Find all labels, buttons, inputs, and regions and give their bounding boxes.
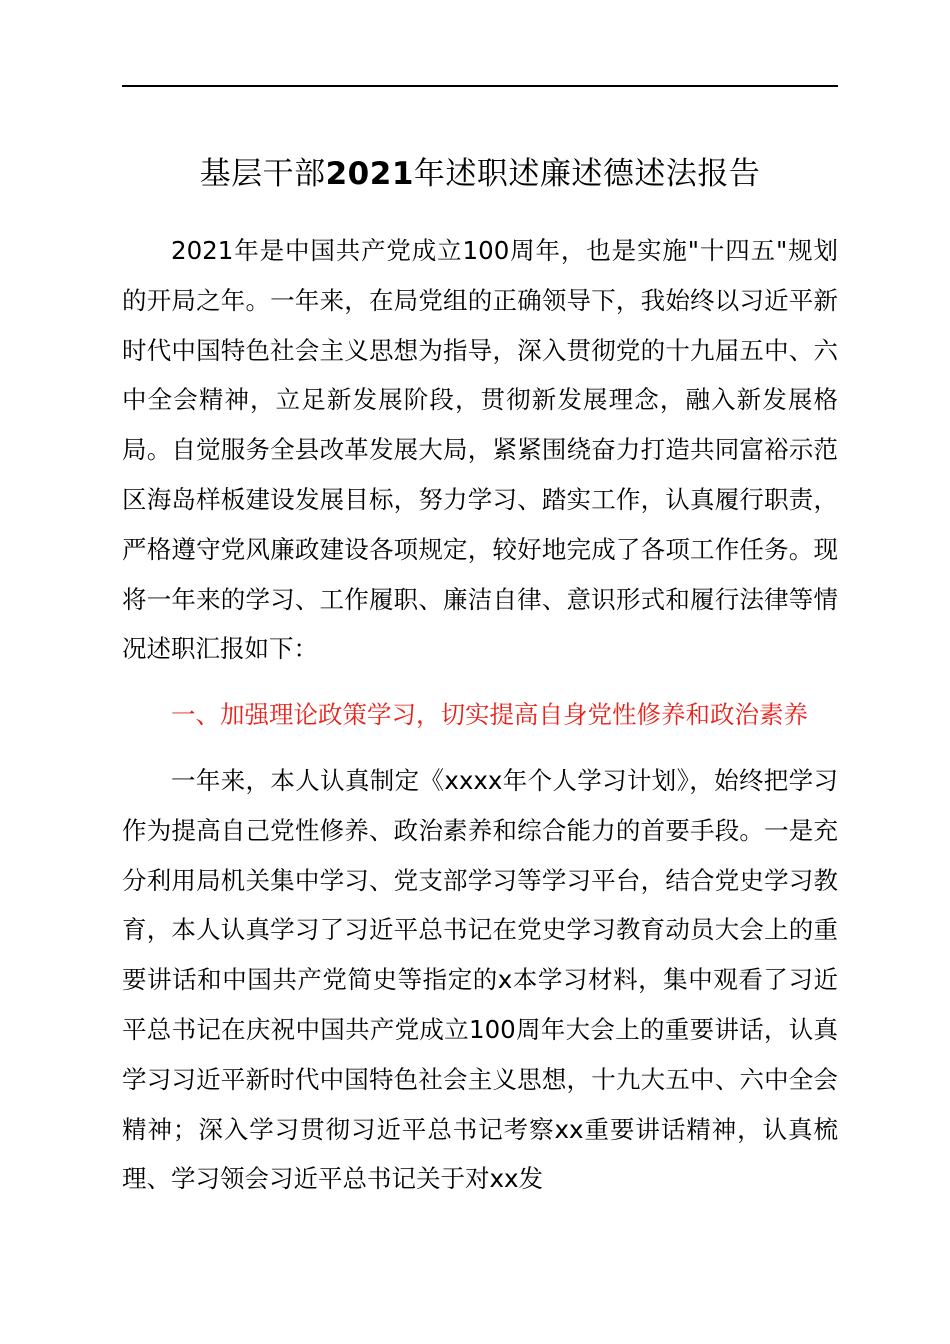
section-1-heading: 一、加强理论政策学习，切实提高自身党性修养和政治素养 bbox=[171, 700, 808, 729]
section-1-paragraph: 一年来，本人认真制定《xxxx年个人学习计划》，始终把学习作为提高自己党性修养、政治素养和综合能力的首要手段。一是充分利用局机关集中学习、党支部学习等学习平台，结合党史学习教育，本人认真学习了习近平总书记在党史学习教育动员大会上的重要讲话和中国共产党简史等指定的x本学习材料，集中观看了习近平总书记在庆祝中国共产党成立100周年大会上的重要讲话，认真学习习近平新时代中国特色社会主义思想，十九大五中、六中全会精神；深入学习贯彻习近平总书记考察xx重要讲话精神，认真梳理、学习领会习近平总书记关于对xx发 bbox=[122, 766, 838, 1194]
title-prefix: 基层干部 bbox=[199, 156, 326, 192]
document-title bbox=[122, 152, 838, 196]
title-year: 2021 bbox=[325, 156, 414, 192]
header-rule bbox=[122, 85, 838, 87]
intro-paragraph: 2021年是中国共产党成立100周年，也是实施"十四五"规划的开局之年。一年来，在局党组的正确领导下，我始终以习近平新时代中国特色社会主义思想为指导，深入贯彻党的十九届五中、六中全会精神，立足新发展阶段，贯彻新发展理念，融入新发展格局。自觉服务全县改革发展大局，紧紧围绕奋力打造共同富裕示范区海岛样板建设发展目标，努力学习、踏实工作，认真履行职责，严格遵守党风廉政建设各项规定，较好地完成了各项工作任务。现将一年来的学习、工作履职、廉洁自律、意识形式和履行法律等情况述职汇报如下： bbox=[122, 236, 838, 664]
title-suffix: 年述职述廉述德述法报告 bbox=[413, 156, 761, 192]
